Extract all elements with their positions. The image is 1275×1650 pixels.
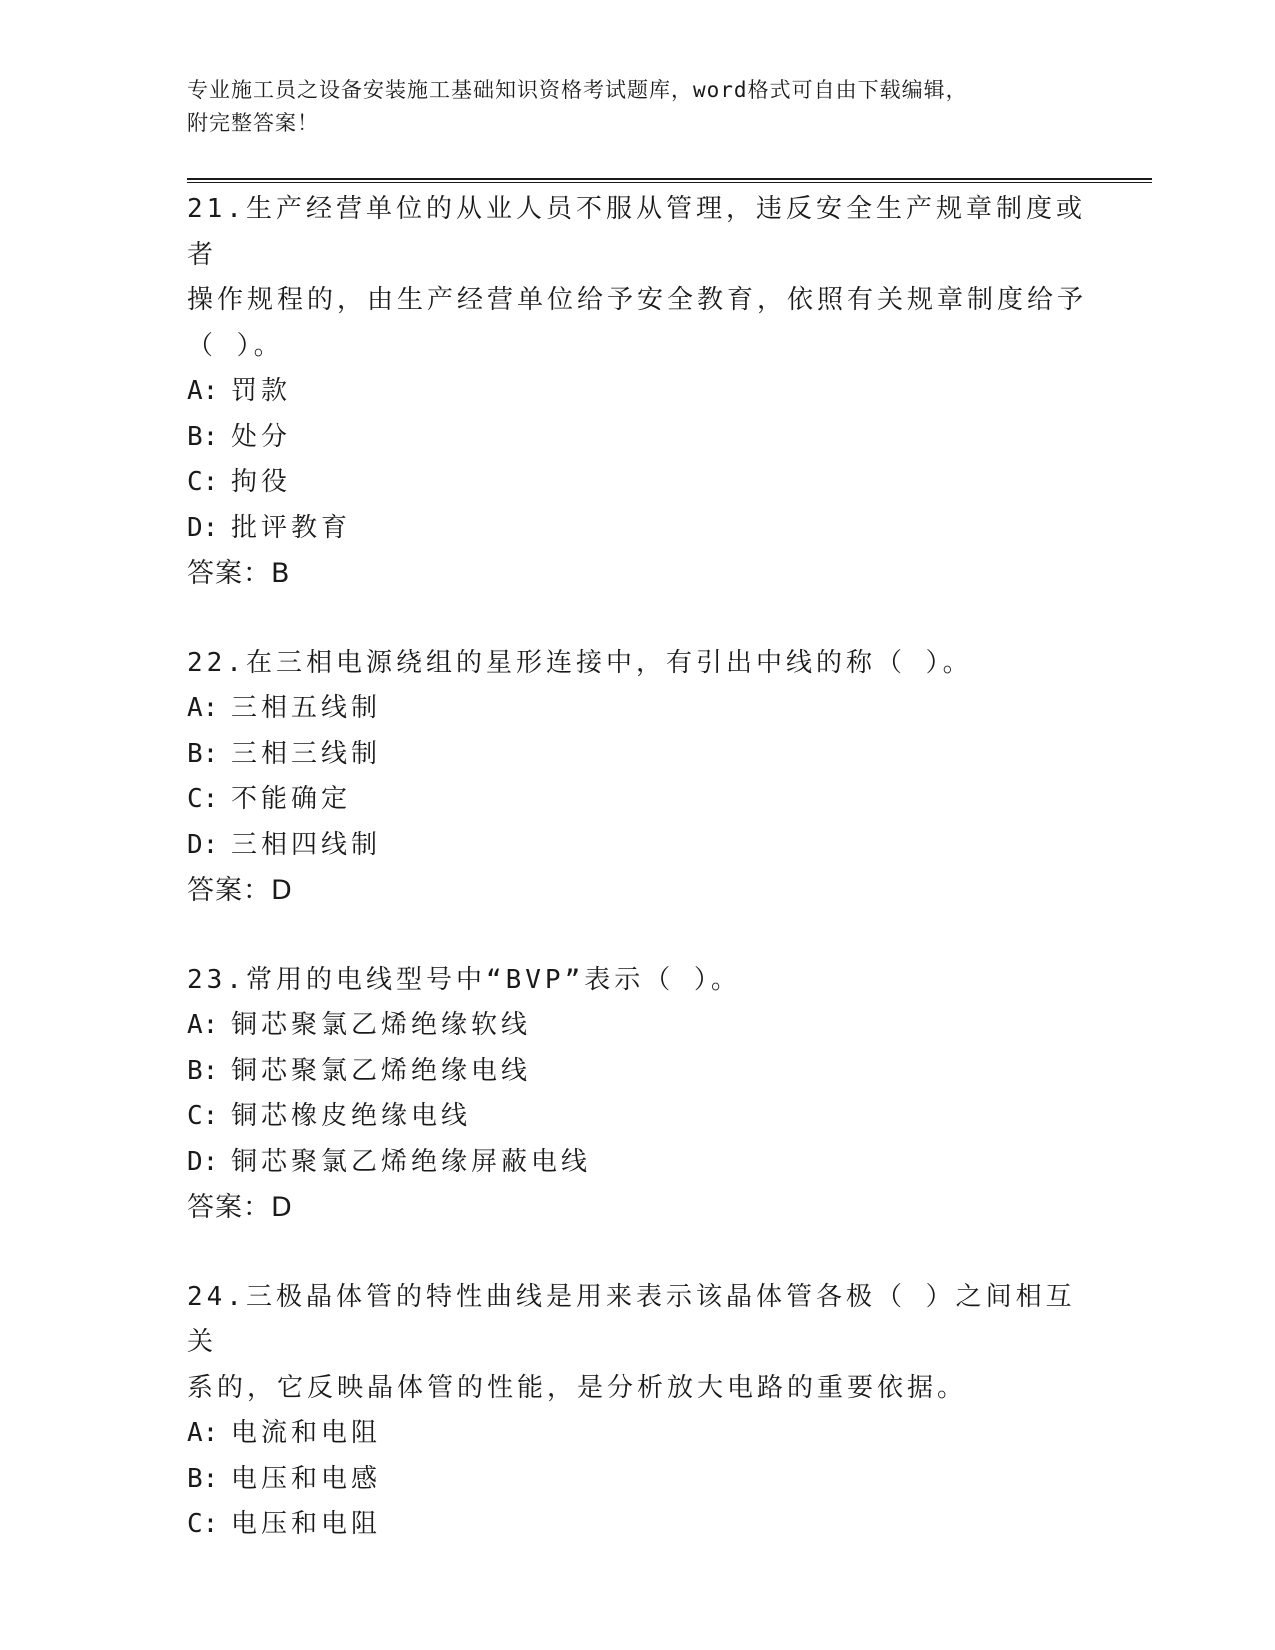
option-text: 电流和电阻 [231,1418,382,1448]
document-header [187,74,1147,140]
option-text: 批评教育 [231,512,352,543]
stem-line: 21.生产经营单位的从业人员不服从管理，违反安全生产规章制度或者 [187,194,1086,270]
option-c [187,1502,1087,1548]
option-text: 三相四线制 [231,829,382,860]
answer-line: 答案：B [187,558,291,589]
option-letter: A: [187,1418,219,1448]
option-text: 三相三线制 [231,738,382,769]
option-letter: C: [187,1101,219,1131]
stem-line: 操作规程的，由生产经营单位给予安全教育，依照有关规章制度给予 [187,285,1088,315]
option-d [187,1140,1087,1186]
question-23 [187,958,1087,1231]
option-text: 电压和电感 [231,1463,382,1494]
header-line-1: 专业施工员之设备安装施工基础知识资格考试题库，word格式可自由下载编辑， [187,78,968,102]
option-text: 铜芯橡皮绝缘电线 [231,1101,472,1131]
option-a [187,686,1087,732]
option-d [187,823,1087,869]
option-letter: D: [187,512,219,543]
header-divider [187,178,1152,183]
option-c [187,777,1087,823]
option-letter: D: [187,829,219,860]
header-line-2: 附完整答案！ [187,111,319,135]
option-a [187,1003,1087,1049]
option-text: 不能确定 [231,784,352,814]
option-text: 罚款 [231,376,292,406]
option-letter: C: [187,1509,219,1539]
option-text: 铜芯聚氯乙烯绝缘电线 [231,1055,532,1086]
option-letter: A: [187,1010,219,1040]
option-letter: D: [187,1146,219,1177]
question-stem [187,958,1087,1004]
option-b [187,415,1087,461]
option-letter: B: [187,1463,219,1494]
stem-line: （ ）。 [187,330,284,361]
question-24 [187,1275,1087,1548]
answer-line: 答案：D [187,875,293,906]
stem-line: 系的，它反映晶体管的性能，是分析放大电路的重要依据。 [187,1372,968,1403]
stem-line: 24.三极晶体管的特性曲线是用来表示该晶体管各极（ ）之间相互关 [187,1281,1076,1357]
option-c [187,460,1087,506]
option-b [187,732,1087,778]
option-c [187,1094,1087,1140]
stem-line: 22.在三相电源绕组的星形连接中，有引出中线的称（ ）。 [187,647,973,678]
option-letter: B: [187,1055,219,1086]
question-stem [187,1275,1087,1412]
option-letter: A: [187,376,219,406]
option-text: 三相五线制 [231,693,382,723]
option-letter: A: [187,693,219,723]
question-22 [187,641,1087,914]
option-text: 处分 [231,421,292,452]
stem-line: 23.常用的电线型号中“BVP”表示（ ）。 [187,964,741,995]
option-text: 拘役 [231,467,292,497]
question-stem [187,641,1087,687]
option-b [187,1457,1087,1503]
option-b [187,1049,1087,1095]
question-21 [187,187,1087,597]
option-letter: B: [187,738,219,769]
question-stem [187,187,1087,369]
question-list [187,187,1087,1592]
option-letter: B: [187,421,219,452]
option-text: 电压和电阻 [231,1509,382,1539]
option-letter: C: [187,784,219,814]
answer-line: 答案：D [187,1192,293,1223]
option-letter: C: [187,467,219,497]
option-a [187,1411,1087,1457]
option-d [187,506,1087,552]
option-a [187,369,1087,415]
option-text: 铜芯聚氯乙烯绝缘软线 [231,1010,532,1040]
option-text: 铜芯聚氯乙烯绝缘屏蔽电线 [231,1146,592,1177]
